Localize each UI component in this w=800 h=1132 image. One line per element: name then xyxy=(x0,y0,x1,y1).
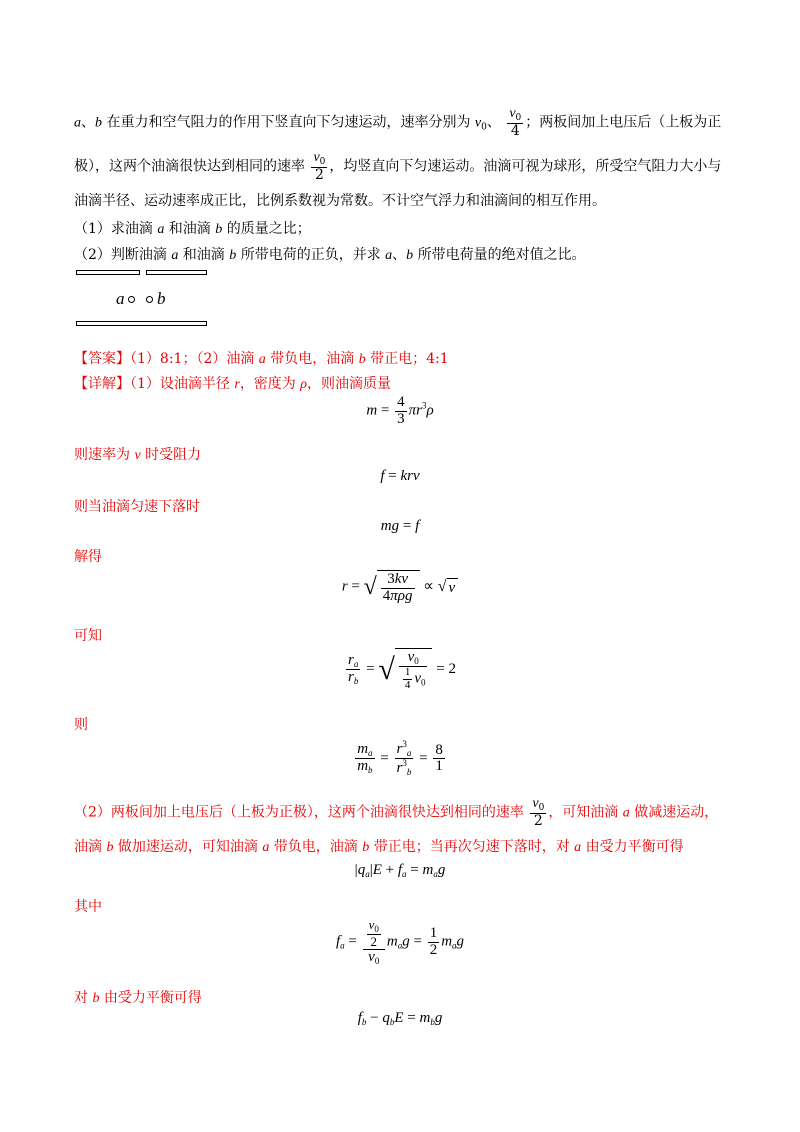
fraction-v0-4: $\frac{v_0}{4}$ xyxy=(509,106,522,140)
eq-force-b: $f_b - q_bE = m_bg$ xyxy=(357,1010,443,1027)
eq-mass: m = $\frac{4}{3}$ $\pi r^3\rho$ xyxy=(366,394,434,427)
problem-line-3: 油滴半径、运动速率成正比，比例系数视为常数。不计空气浮力和油滴间的相互作用。 xyxy=(74,193,606,209)
drop-b-label: b xyxy=(157,289,166,308)
eq-mass-ratio: $\frac{m_a}{m_b}$ = $\frac{r^3_a}{r^3_b}$ = $\frac{8}{1}$ xyxy=(357,739,443,778)
detail-line-1: 【详解】（1）设油滴半径 r，密度为 ρ，则油滴质量 xyxy=(74,376,391,392)
detail-b-line: 对 b 由受力平衡可得 xyxy=(74,990,202,1006)
answer-tag: 【答案】 xyxy=(74,351,130,367)
fraction-v0-2: $\frac{v_0}{2}$ xyxy=(313,150,326,184)
detail-among-line: 其中 xyxy=(74,899,102,915)
question-1: （1）求油滴 a 和油滴 b 的质量之比； xyxy=(74,221,311,237)
upper-plate-left xyxy=(76,270,140,275)
problem-line-2: 极），这两个油滴很快达到相同的速率 $\frac{v_0}{2}$ ，均竖直向下匀速运动。油滴可视为球形，所受空气阻力大小与 xyxy=(74,150,722,184)
detail-tag: 【详解】 xyxy=(74,376,130,392)
detail-part2-line-2: 油滴 b 做加速运动，可知油滴 a 带负电，油滴 b 带正电；当再次匀速下落时，对 a 由受力平衡可得 xyxy=(74,839,684,855)
detail-know-line: 可知 xyxy=(74,628,102,644)
drop-a-icon xyxy=(128,296,135,303)
detail-part2-line-1: （2）两板间加上电压后（上板为正极），这两个油滴很快达到相同的速率 $\frac{v_0}{2}$ ，可知油滴 a 做减速运动， xyxy=(74,796,719,830)
problem-line-1: a、b 在重力和空气阻力的作用下竖直向下匀速运动，速率分别为 $v_0$、 $\frac{v_0}{4}$ ；两板间加上电压后（上板为正 xyxy=(74,106,722,140)
detail-solve-line: 解得 xyxy=(74,549,102,565)
answer-line: 【答案】（1）8:1；（2）油滴 a 带负电，油滴 b 带正电；4:1 xyxy=(74,351,449,367)
drop-b-icon xyxy=(146,296,153,303)
drop-a-label: a xyxy=(116,289,125,308)
lower-plate xyxy=(76,321,207,326)
detail-speed-line: 则速率为 v 时受阻力 xyxy=(74,447,202,463)
eq-fa: $f_a$ = $\frac{\frac{v_0}{2}}{v_0}$ $m_ag$ = $\frac{1}{2}$ $m_ag$ xyxy=(335,917,465,967)
question-2: （2）判断油滴 a 和油滴 b 所带电荷的正负，并求 a、b 所带电荷量的绝对值之比。 xyxy=(74,247,586,263)
sym-a: a xyxy=(74,115,81,131)
eq-radius-ratio: $\frac{r_a}{r_b}$ = √ $v_0$ $\frac{1}{4}$ $v_0$ = 2 xyxy=(348,649,456,691)
detail-uniform-line: 则当油滴匀速下落时 xyxy=(74,499,200,515)
upper-plate-right xyxy=(146,270,207,275)
detail-then-line: 则 xyxy=(74,717,88,733)
eq-radius: r = √ $\frac{3kv}{\text{4πρg}}$ ∝ √ v xyxy=(0,570,800,605)
eq-force-a: $|q_a|E + f_a = m_ag$ xyxy=(354,862,446,879)
eq-drag: f = krv xyxy=(380,468,420,484)
eq-balance: mg = f xyxy=(380,518,420,534)
